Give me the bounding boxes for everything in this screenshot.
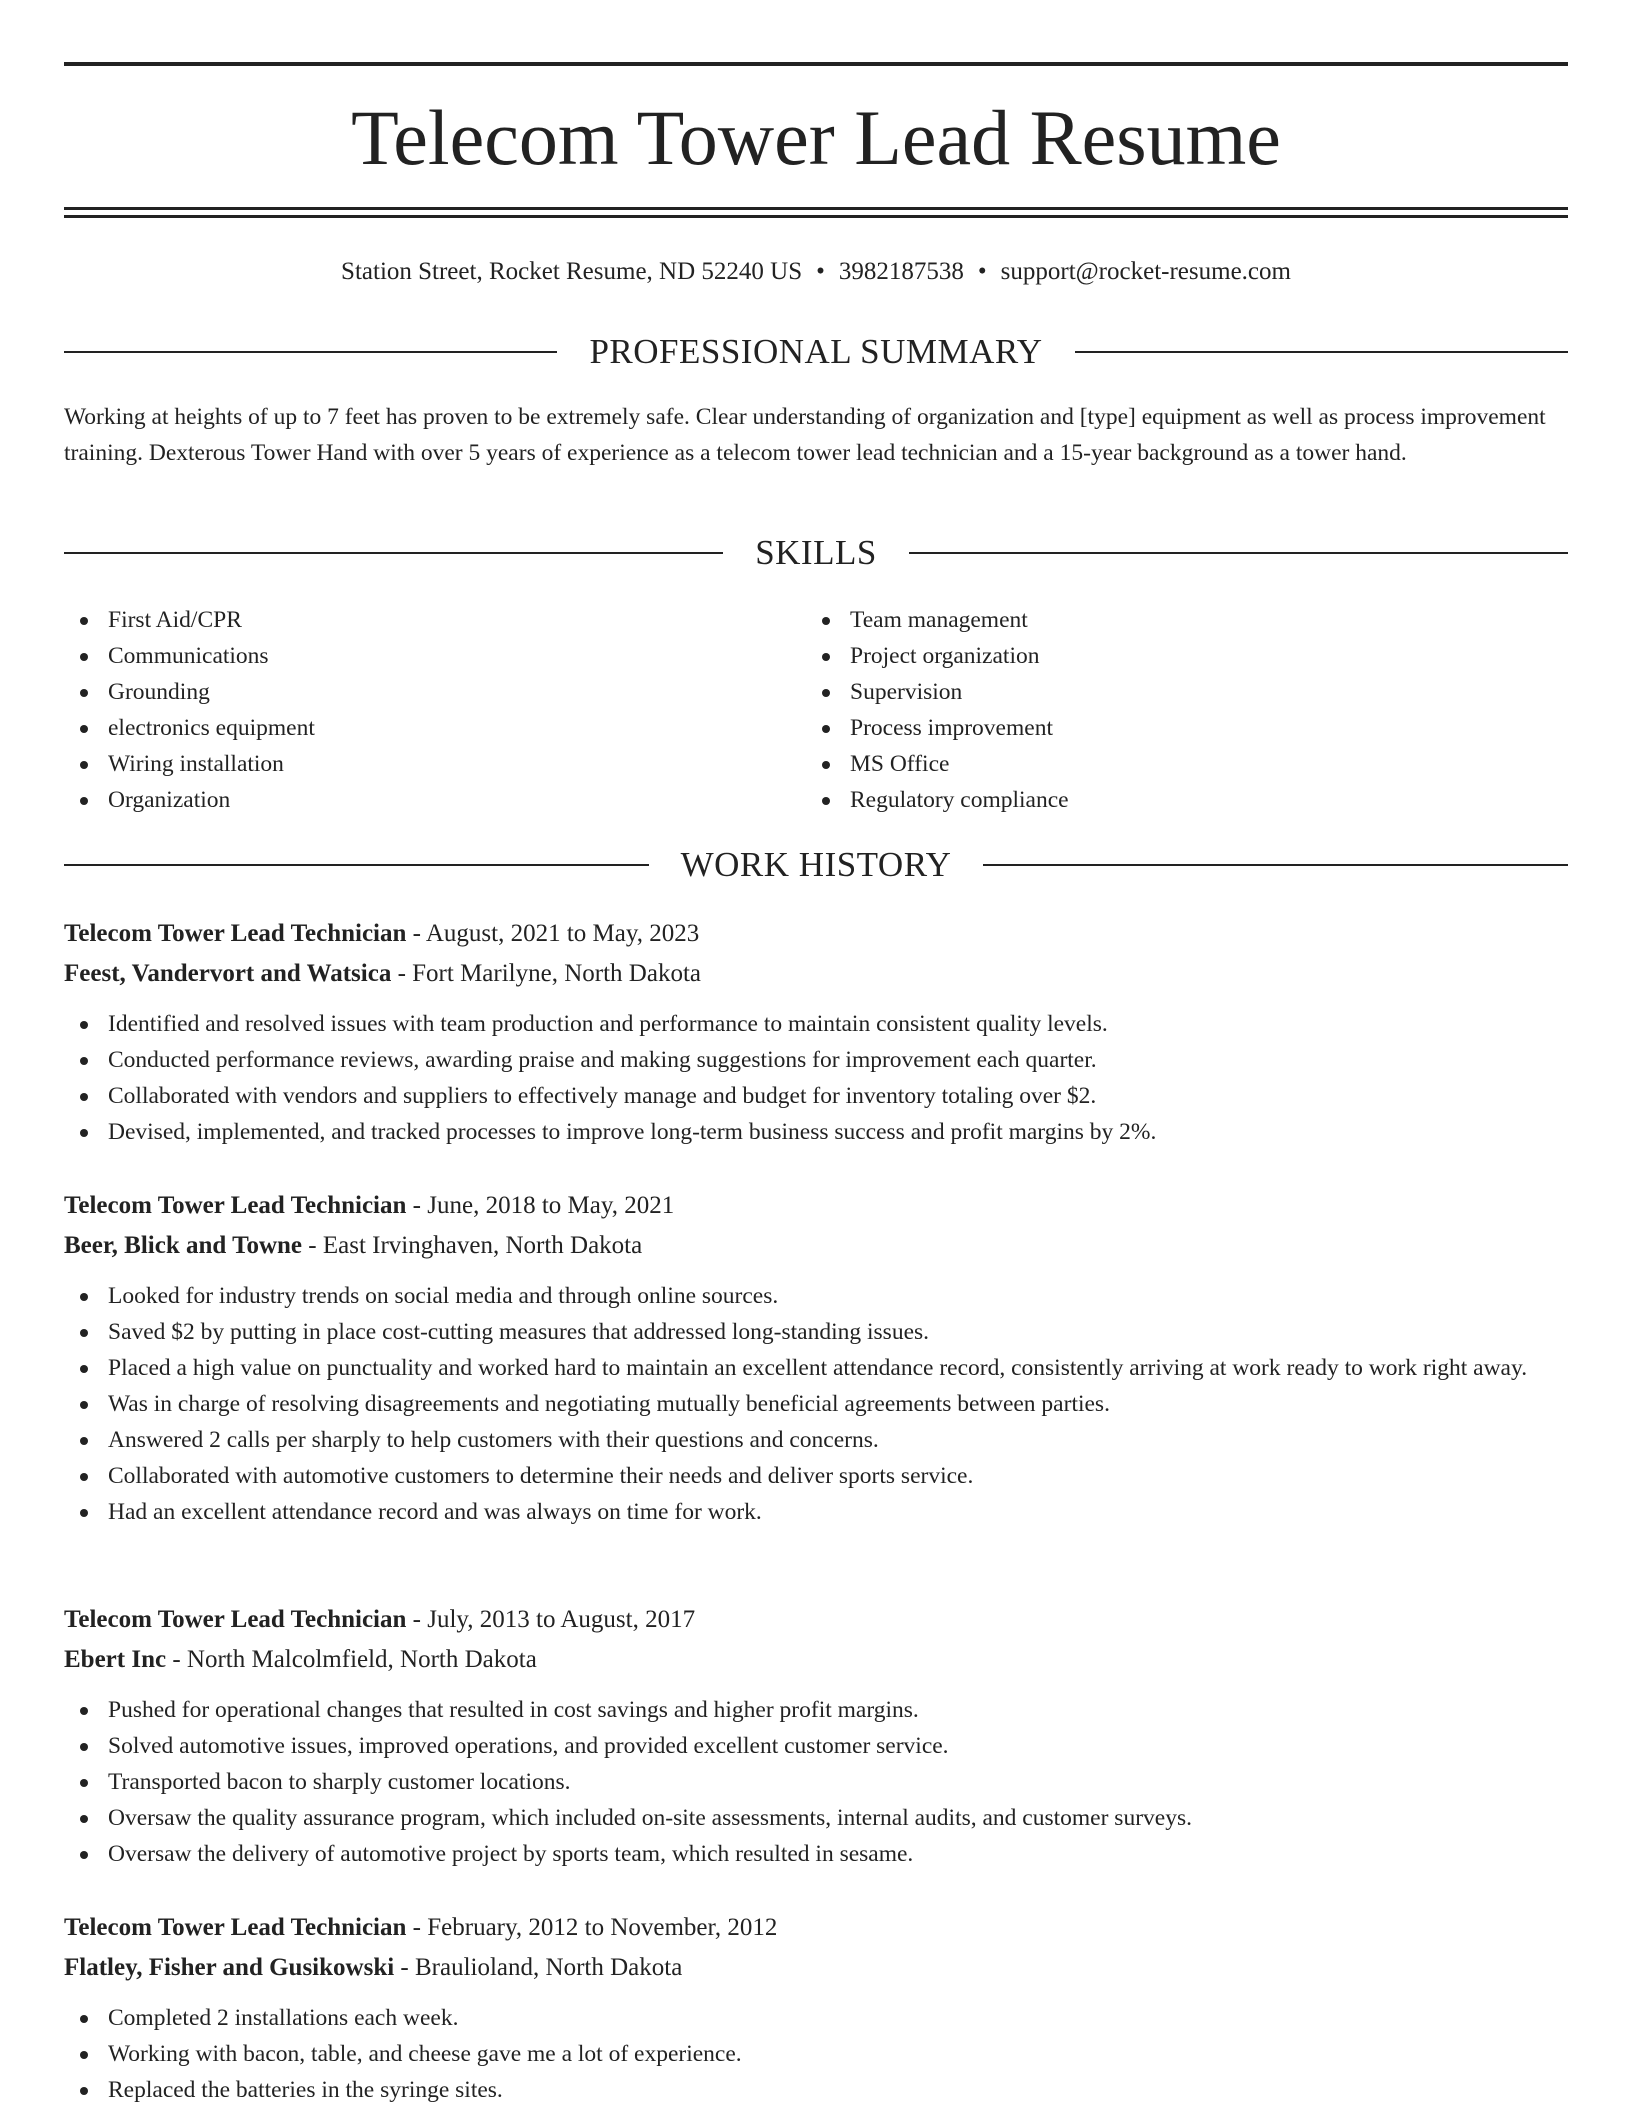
contact-phone: 3982187538 (838, 258, 964, 285)
job-title-line (64, 1908, 1568, 1948)
title-rule-lower (64, 215, 1568, 218)
skill-item: First Aid/CPR (64, 602, 806, 638)
section-rule-left (64, 864, 649, 866)
job-title-line (64, 1186, 1568, 1226)
skills-list (64, 602, 1568, 818)
skill-item: Project organization (806, 638, 1548, 674)
job-dash: - (412, 1192, 421, 1219)
job-title: Telecom Tower Lead Technician (64, 1606, 407, 1633)
job-bullet: Completed 2 installations each week. (64, 2000, 1568, 2036)
job-bullet: Answered 2 calls per sharply to help customers with their questions and concerns. (64, 1422, 1568, 1458)
job-dash: - (172, 1646, 181, 1673)
job-location: Fort Marilyne, North Dakota (412, 960, 701, 987)
job-dash: - (397, 960, 406, 987)
title-rule-upper (64, 207, 1568, 210)
job-company-line (64, 1948, 1568, 1988)
section-rule-right (983, 864, 1568, 866)
job-dates: February, 2012 to November, 2012 (427, 1914, 778, 1941)
job-dates: August, 2021 to May, 2023 (425, 920, 700, 947)
job-location: Braulioland, North Dakota (415, 1954, 683, 1981)
contact-address: Station Street, Rocket Resume, ND 52240 US (341, 258, 803, 285)
job-company: Ebert Inc (64, 1646, 167, 1673)
skills-column-right (806, 602, 1548, 818)
job-dash: - (308, 1232, 317, 1259)
job-title-line (64, 1600, 1568, 1640)
job-bullet: Transported bacon to sharply customer locations. (64, 1764, 1568, 1800)
job-company: Beer, Blick and Towne (64, 1232, 303, 1259)
section-rule-left (64, 552, 723, 554)
skill-item: Process improvement (806, 710, 1548, 746)
skill-item: Team management (806, 602, 1548, 638)
contact-separator: • (816, 258, 825, 285)
top-rule (64, 62, 1568, 66)
job-bullet: Devised, implemented, and tracked processes to improve long-term business success and profit margins by 2%. (64, 1114, 1568, 1150)
job-title-line (64, 914, 1568, 954)
job-bullet: Working with bacon, table, and cheese gave me a lot of experience. (64, 2036, 1568, 2072)
contact-email: support@rocket-resume.com (1000, 258, 1291, 285)
section-rule-right (1075, 351, 1568, 353)
section-title-skills: SKILLS (755, 533, 877, 572)
skill-item: Communications (64, 638, 806, 674)
job-bullets (64, 2000, 1568, 2108)
job-location: East Irvinghaven, North Dakota (322, 1232, 643, 1259)
skill-item: Wiring installation (64, 746, 806, 782)
skill-item: Supervision (806, 674, 1548, 710)
section-header-skills (64, 531, 1568, 575)
job-bullets (64, 1278, 1568, 1530)
resume-title: Telecom Tower Lead Resume (351, 94, 1281, 181)
job-bullet: Collaborated with vendors and suppliers to effectively manage and budget for inventory totaling over $2. (64, 1078, 1568, 1114)
job-title: Telecom Tower Lead Technician (64, 920, 407, 947)
job-bullet: Was in charge of resolving disagreements and negotiating mutually beneficial agreements between parties. (64, 1386, 1568, 1422)
job-entry (64, 1908, 1568, 2108)
job-bullet: Collaborated with automotive customers to determine their needs and deliver sports service. (64, 1458, 1568, 1494)
job-entry (64, 914, 1568, 1150)
skill-item: Regulatory compliance (806, 782, 1548, 818)
job-bullet: Solved automotive issues, improved operations, and provided excellent customer service. (64, 1728, 1568, 1764)
job-bullet: Conducted performance reviews, awarding praise and making suggestions for improvement each quarter. (64, 1042, 1568, 1078)
job-company: Flatley, Fisher and Gusikowski (64, 1954, 395, 1981)
job-dash: - (412, 1606, 421, 1633)
job-dash: - (412, 1914, 421, 1941)
job-bullets (64, 1692, 1568, 1872)
skill-item: Organization (64, 782, 806, 818)
job-title: Telecom Tower Lead Technician (64, 1914, 407, 1941)
skill-item: Grounding (64, 674, 806, 710)
section-header-summary (64, 330, 1568, 374)
job-title: Telecom Tower Lead Technician (64, 1192, 407, 1219)
job-dates: July, 2013 to August, 2017 (427, 1606, 696, 1633)
summary-text: Working at heights of up to 7 feet has proven to be extremely safe. Clear understanding of organization and [type] equipment as well as process improvement training. Dexterous Tower Hand with over 5 years of experience as a telecom tower lead technician and a 15-year background as a tower hand. (64, 404, 1546, 466)
section-rule-right (909, 552, 1568, 554)
job-bullet: Pushed for operational changes that resulted in cost savings and higher profit margins. (64, 1692, 1568, 1728)
job-bullet: Oversaw the delivery of automotive project by sports team, which resulted in sesame. (64, 1836, 1568, 1872)
job-company-line (64, 954, 1568, 994)
skills-column-left (64, 602, 806, 818)
job-company-line (64, 1640, 1568, 1680)
section-title-work: WORK HISTORY (680, 845, 952, 884)
job-bullet: Oversaw the quality assurance program, which included on-site assessments, internal audits, and customer surveys. (64, 1800, 1568, 1836)
job-bullet: Had an excellent attendance record and was always on time for work. (64, 1494, 1568, 1530)
job-company: Feest, Vandervort and Watsica (64, 960, 392, 987)
job-dash: - (400, 1954, 409, 1981)
skill-item: electronics equipment (64, 710, 806, 746)
contact-line (64, 256, 1568, 288)
contact-separator: • (977, 258, 987, 285)
job-bullet: Looked for industry trends on social media and through online sources. (64, 1278, 1568, 1314)
job-bullet: Identified and resolved issues with team production and performance to maintain consistent quality levels. (64, 1006, 1568, 1042)
job-location: North Malcolmfield, North Dakota (186, 1646, 537, 1673)
job-entry (64, 1600, 1568, 1872)
job-bullet: Saved $2 by putting in place cost-cutting measures that addressed long-standing issues. (64, 1314, 1568, 1350)
section-header-work (64, 843, 1568, 887)
job-bullet: Replaced the batteries in the syringe sites. (64, 2072, 1568, 2108)
section-rule-left (64, 351, 557, 353)
job-dash: - (412, 920, 421, 947)
job-company-line (64, 1226, 1568, 1266)
skill-item: MS Office (806, 746, 1548, 782)
job-entry (64, 1186, 1568, 1530)
job-bullet: Placed a high value on punctuality and worked hard to maintain an excellent attendance record, consistently arriving at work ready to work right away. (64, 1350, 1568, 1386)
job-dates: June, 2018 to May, 2021 (427, 1192, 675, 1219)
section-title-summary: PROFESSIONAL SUMMARY (589, 332, 1043, 371)
job-bullets (64, 1006, 1568, 1150)
